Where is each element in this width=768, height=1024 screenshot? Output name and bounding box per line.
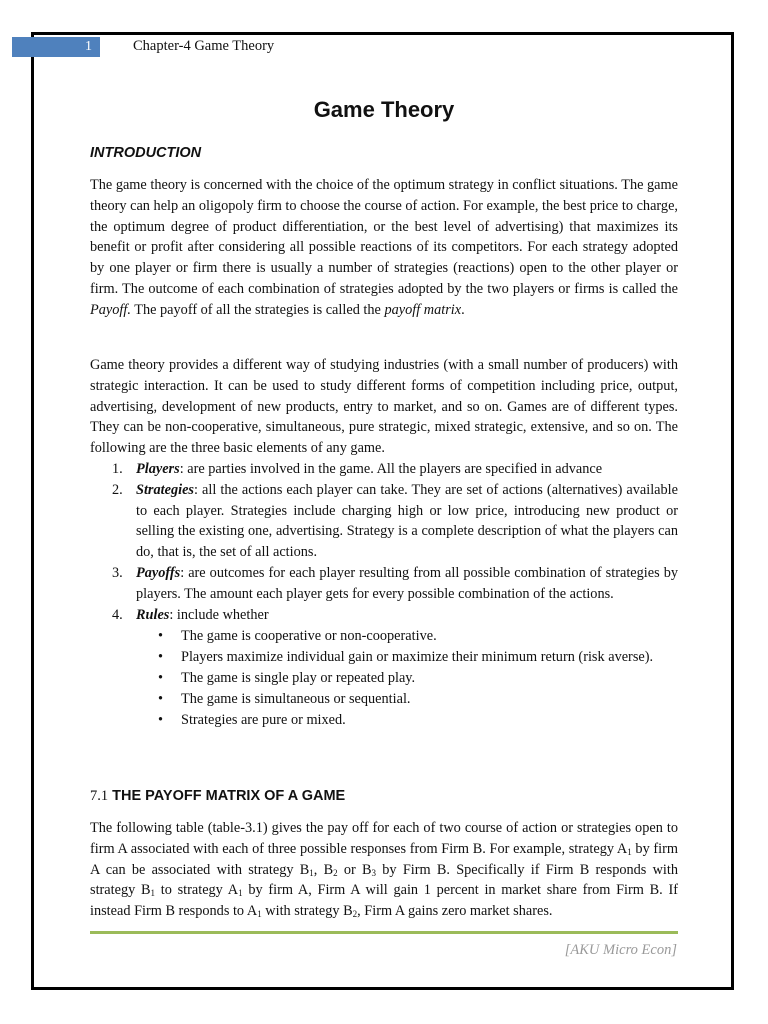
item-text: : include whether xyxy=(169,606,269,623)
italic-term: payoff matrix xyxy=(384,301,462,318)
bullet-text: Strategies are pure or mixed. xyxy=(181,711,346,728)
subscript: 1 xyxy=(627,846,632,857)
text-run: The payoff of all the strategies is called the xyxy=(130,301,385,318)
text-run: by Firm B. Specifically if Firm B responds with strategy B xyxy=(90,861,679,899)
item-text: : are outcomes for each player resulting from all possible combination of strategies by players. The amount each player gets for every possible combination of the actions. xyxy=(136,564,678,602)
list-item xyxy=(90,563,678,605)
bullet-icon: • xyxy=(158,649,164,666)
text-run: with strategy B xyxy=(261,903,353,920)
chapter-header: Chapter-4 Game Theory xyxy=(133,38,275,54)
paragraph-1 xyxy=(90,175,678,321)
section-title: THE PAYOFF MATRIX OF A GAME xyxy=(112,788,346,804)
subscript: 1 xyxy=(257,909,262,920)
text-run: The following table (table-3.1) gives the pay off for each of two course of action or strategies open to firm A associated with each of three possible responses from Firm B. For example, strategy A xyxy=(90,820,678,857)
text-run: , Firm A gains zero market shares. xyxy=(357,903,553,920)
subscript: 3 xyxy=(371,867,377,878)
bullet-text: The game is simultaneous or sequential. xyxy=(181,690,411,707)
item-text: : all the actions each player can take. They are set of actions (alternatives) available to each player. Strategies include charging high or low price, introducing new product or selling the existing one, advertising. Strategy is a complete description of what the players can do, that is, the set of all actions. xyxy=(136,481,678,561)
list-item xyxy=(90,480,678,563)
list-item xyxy=(90,605,678,626)
item-term: Players xyxy=(136,461,180,477)
text-run: , B xyxy=(313,861,334,878)
item-number: 2. xyxy=(112,481,123,498)
bullet-text: The game is cooperative or non-cooperative. xyxy=(181,628,437,645)
subscript: 1 xyxy=(150,888,156,899)
page-title: Game Theory xyxy=(313,97,455,122)
item-term: Payoffs xyxy=(136,564,181,581)
subscript: 1 xyxy=(309,867,314,878)
italic-term: Payoff. xyxy=(90,301,131,318)
subscript: 2 xyxy=(352,909,358,920)
bullet-item xyxy=(90,668,678,689)
intro-heading: INTRODUCTION xyxy=(90,145,202,161)
section-paragraph xyxy=(90,818,678,922)
section-heading xyxy=(90,788,345,805)
text-run: by firm A, Firm A will gain 1 percent in market share from Firm B. If instead Firm B responds to A xyxy=(90,882,678,920)
bullet-icon: • xyxy=(158,669,164,686)
text-run: to strategy A xyxy=(155,882,239,899)
item-text: : are parties involved in the game. All the players are specified in advance xyxy=(179,461,603,477)
footer-text: [AKU Micro Econ] xyxy=(564,942,677,958)
list-item xyxy=(90,459,678,480)
subscript: 2 xyxy=(333,867,338,878)
bullet-text: The game is single play or repeated play. xyxy=(181,669,416,686)
text-run: Game theory provides a different way of studying industries (with a small number of producers) with strategic interaction. It can be used to study different forms of competition including price, output, advertising, development of new products, entry to market, and so on. Games are of different types. They can be non-cooperative, simultaneous, pure strategic, mixed strategic, extensive, and so on. The following are the three basic elements of any game. xyxy=(90,357,678,457)
bullet-item xyxy=(90,647,678,668)
item-number: 1. xyxy=(112,461,123,477)
bullet-text: Players maximize individual gain or maximize their minimum return (risk averse). xyxy=(181,649,654,666)
section-number: 7.1 xyxy=(90,788,109,804)
bullet-icon: • xyxy=(158,690,164,707)
elements-list xyxy=(90,459,678,730)
bullet-item xyxy=(90,689,678,710)
subscript: 1 xyxy=(238,888,243,899)
text-run: or B xyxy=(337,861,372,878)
footer-rule xyxy=(90,931,678,934)
bullet-item xyxy=(90,626,678,647)
item-number: 3. xyxy=(112,564,123,581)
item-term: Rules xyxy=(136,606,170,623)
bullet-icon: • xyxy=(158,628,164,645)
page-number-badge: 1 xyxy=(12,37,100,57)
text-run: The game theory is concerned with the choice of the optimum strategy in conflict situations. The game theory can help an oligopoly firm to choose the course of action. For example, the best price to charge, the optimum degree of product differentiation, or the best level of advertising) that maximizes its benefit or profit after considering all possible reactions of its competitors. For each strategy adopted by one player or firm there is usually a number of strategies (reactions) open to the other player or firm. The outcome of each combination of strategies adopted by the two players or firms is called the xyxy=(90,177,678,297)
bullet-icon: • xyxy=(158,711,164,728)
text-run: . xyxy=(461,301,465,318)
paragraph-2 xyxy=(90,355,678,459)
item-number: 4. xyxy=(112,606,123,623)
text-run: by firm A can be associated with strategy B xyxy=(90,840,679,878)
item-term: Strategies xyxy=(136,481,194,498)
bullet-item xyxy=(90,710,678,731)
